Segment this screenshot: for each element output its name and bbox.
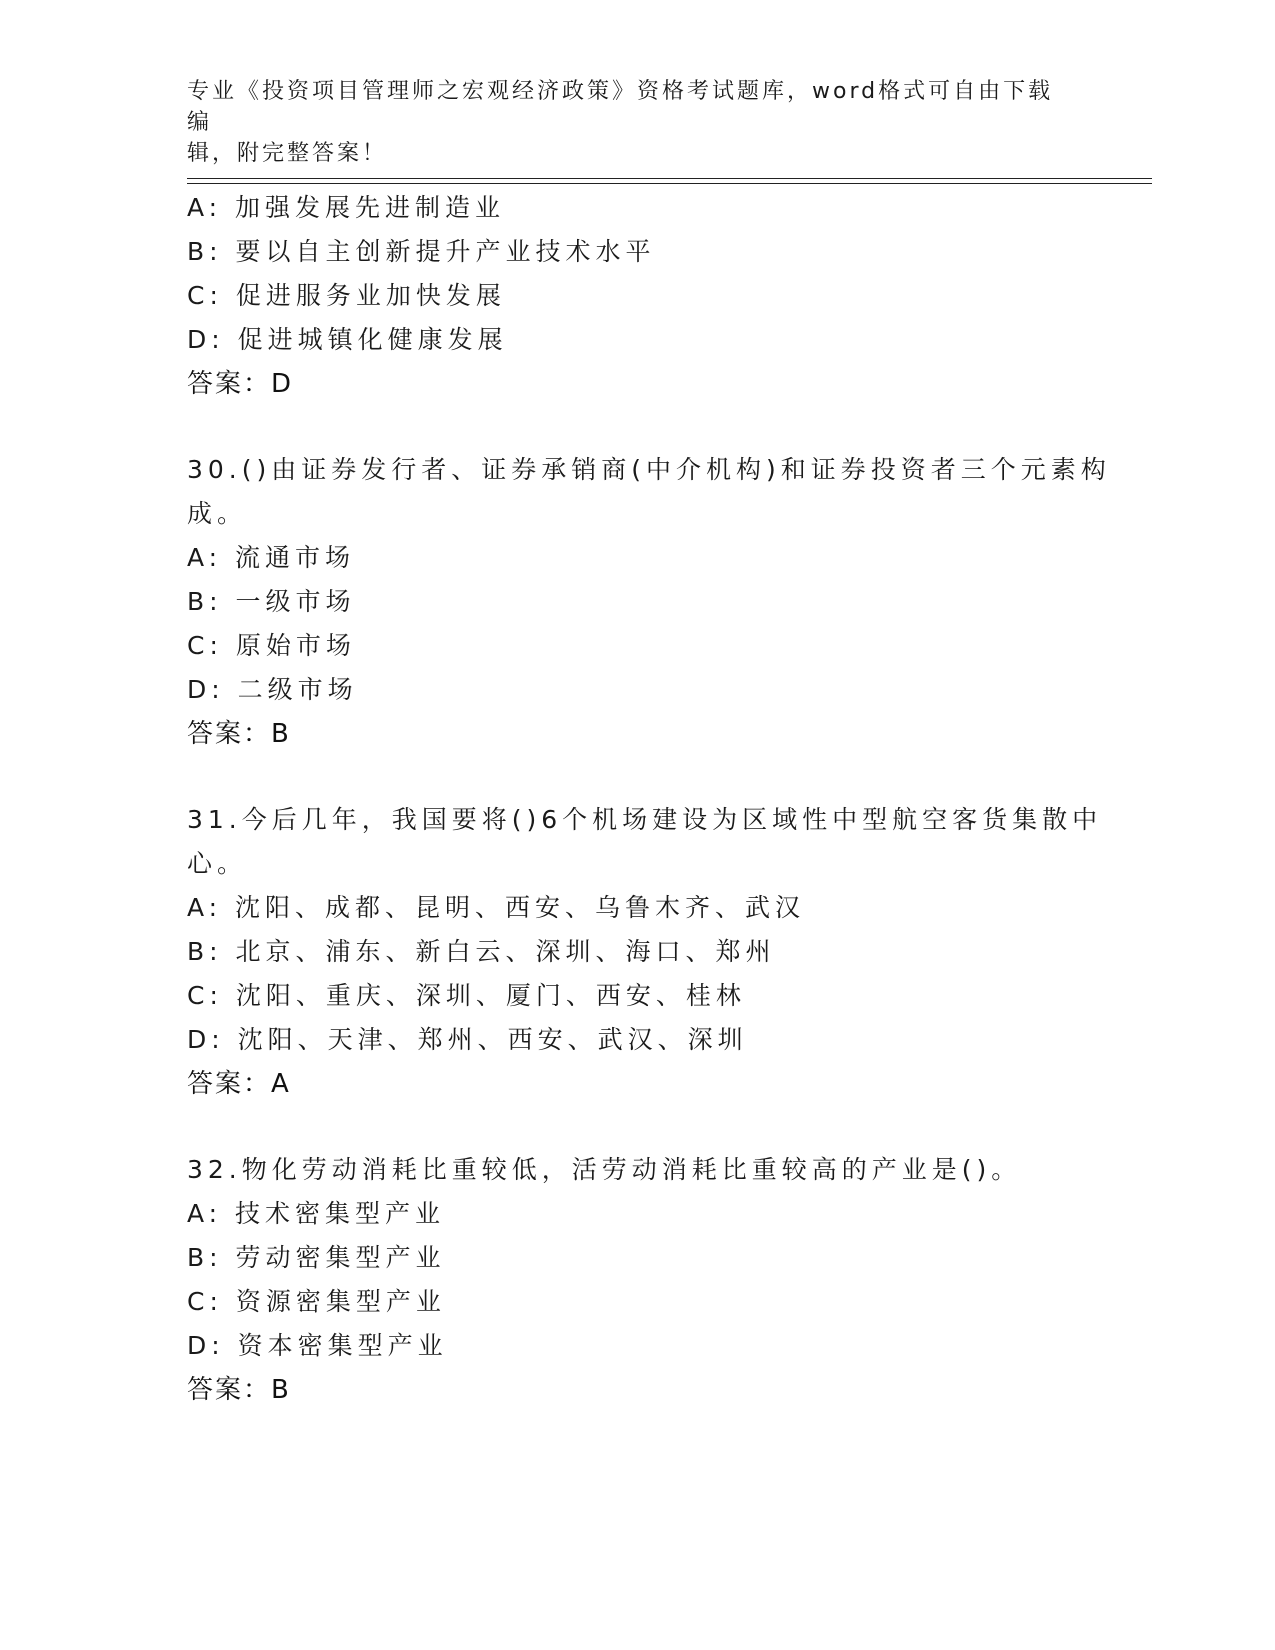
q31-stem-line-1: 31.今后几年，我国要将()6个机场建设为区域性中型航空客货集散中 <box>187 805 1103 834</box>
q31-option-c: C: 沈阳、重庆、深圳、厦门、西安、桂林 <box>187 981 746 1010</box>
q31-option-a: A: 沈阳、成都、昆明、西安、乌鲁木齐、武汉 <box>187 893 806 922</box>
q31-stem-line-2: 心。 <box>187 849 248 878</box>
document-header <box>187 76 1067 169</box>
q29-option-b: B: 要以自主创新提升产业技术水平 <box>187 237 656 266</box>
q32-stem-line-1: 32.物化劳动消耗比重较低，活劳动消耗比重较高的产业是()。 <box>187 1155 1022 1184</box>
q30-option-b: B: 一级市场 <box>187 587 356 616</box>
q32-option-d: D: 资本密集型产业 <box>187 1331 448 1360</box>
header-divider-top <box>187 178 1152 179</box>
q29-option-d: D: 促进城镇化健康发展 <box>187 325 508 354</box>
q30-option-c: C: 原始市场 <box>187 631 356 660</box>
q29-answer: 答案：D <box>187 369 294 399</box>
q30-stem-line-2: 成。 <box>187 499 248 528</box>
header-line-2: 辑，附完整答案！ <box>187 141 388 166</box>
q32-option-a: A: 技术密集型产业 <box>187 1199 446 1228</box>
q30-option-a: A: 流通市场 <box>187 543 356 572</box>
q32-answer: 答案：B <box>187 1375 291 1405</box>
q31-option-d: D: 沈阳、天津、郑州、西安、武汉、深圳 <box>187 1025 748 1054</box>
header-divider-bottom <box>187 183 1152 184</box>
q29-option-a: A: 加强发展先进制造业 <box>187 193 506 222</box>
q29-option-c: C: 促进服务业加快发展 <box>187 281 506 310</box>
q30-stem-line-1: 30.()由证券发行者、证券承销商(中介机构)和证券投资者三个元素构 <box>187 455 1111 484</box>
q30-option-d: D: 二级市场 <box>187 675 358 704</box>
q31-answer: 答案：A <box>187 1069 291 1099</box>
header-line-1: 专业《投资项目管理师之宏观经济政策》资格考试题库，word格式可自由下载编 <box>187 79 1054 135</box>
q30-answer: 答案：B <box>187 719 291 749</box>
q32-option-b: B: 劳动密集型产业 <box>187 1243 446 1272</box>
q32-option-c: C: 资源密集型产业 <box>187 1287 446 1316</box>
q31-option-b: B: 北京、浦东、新白云、深圳、海口、郑州 <box>187 937 776 966</box>
